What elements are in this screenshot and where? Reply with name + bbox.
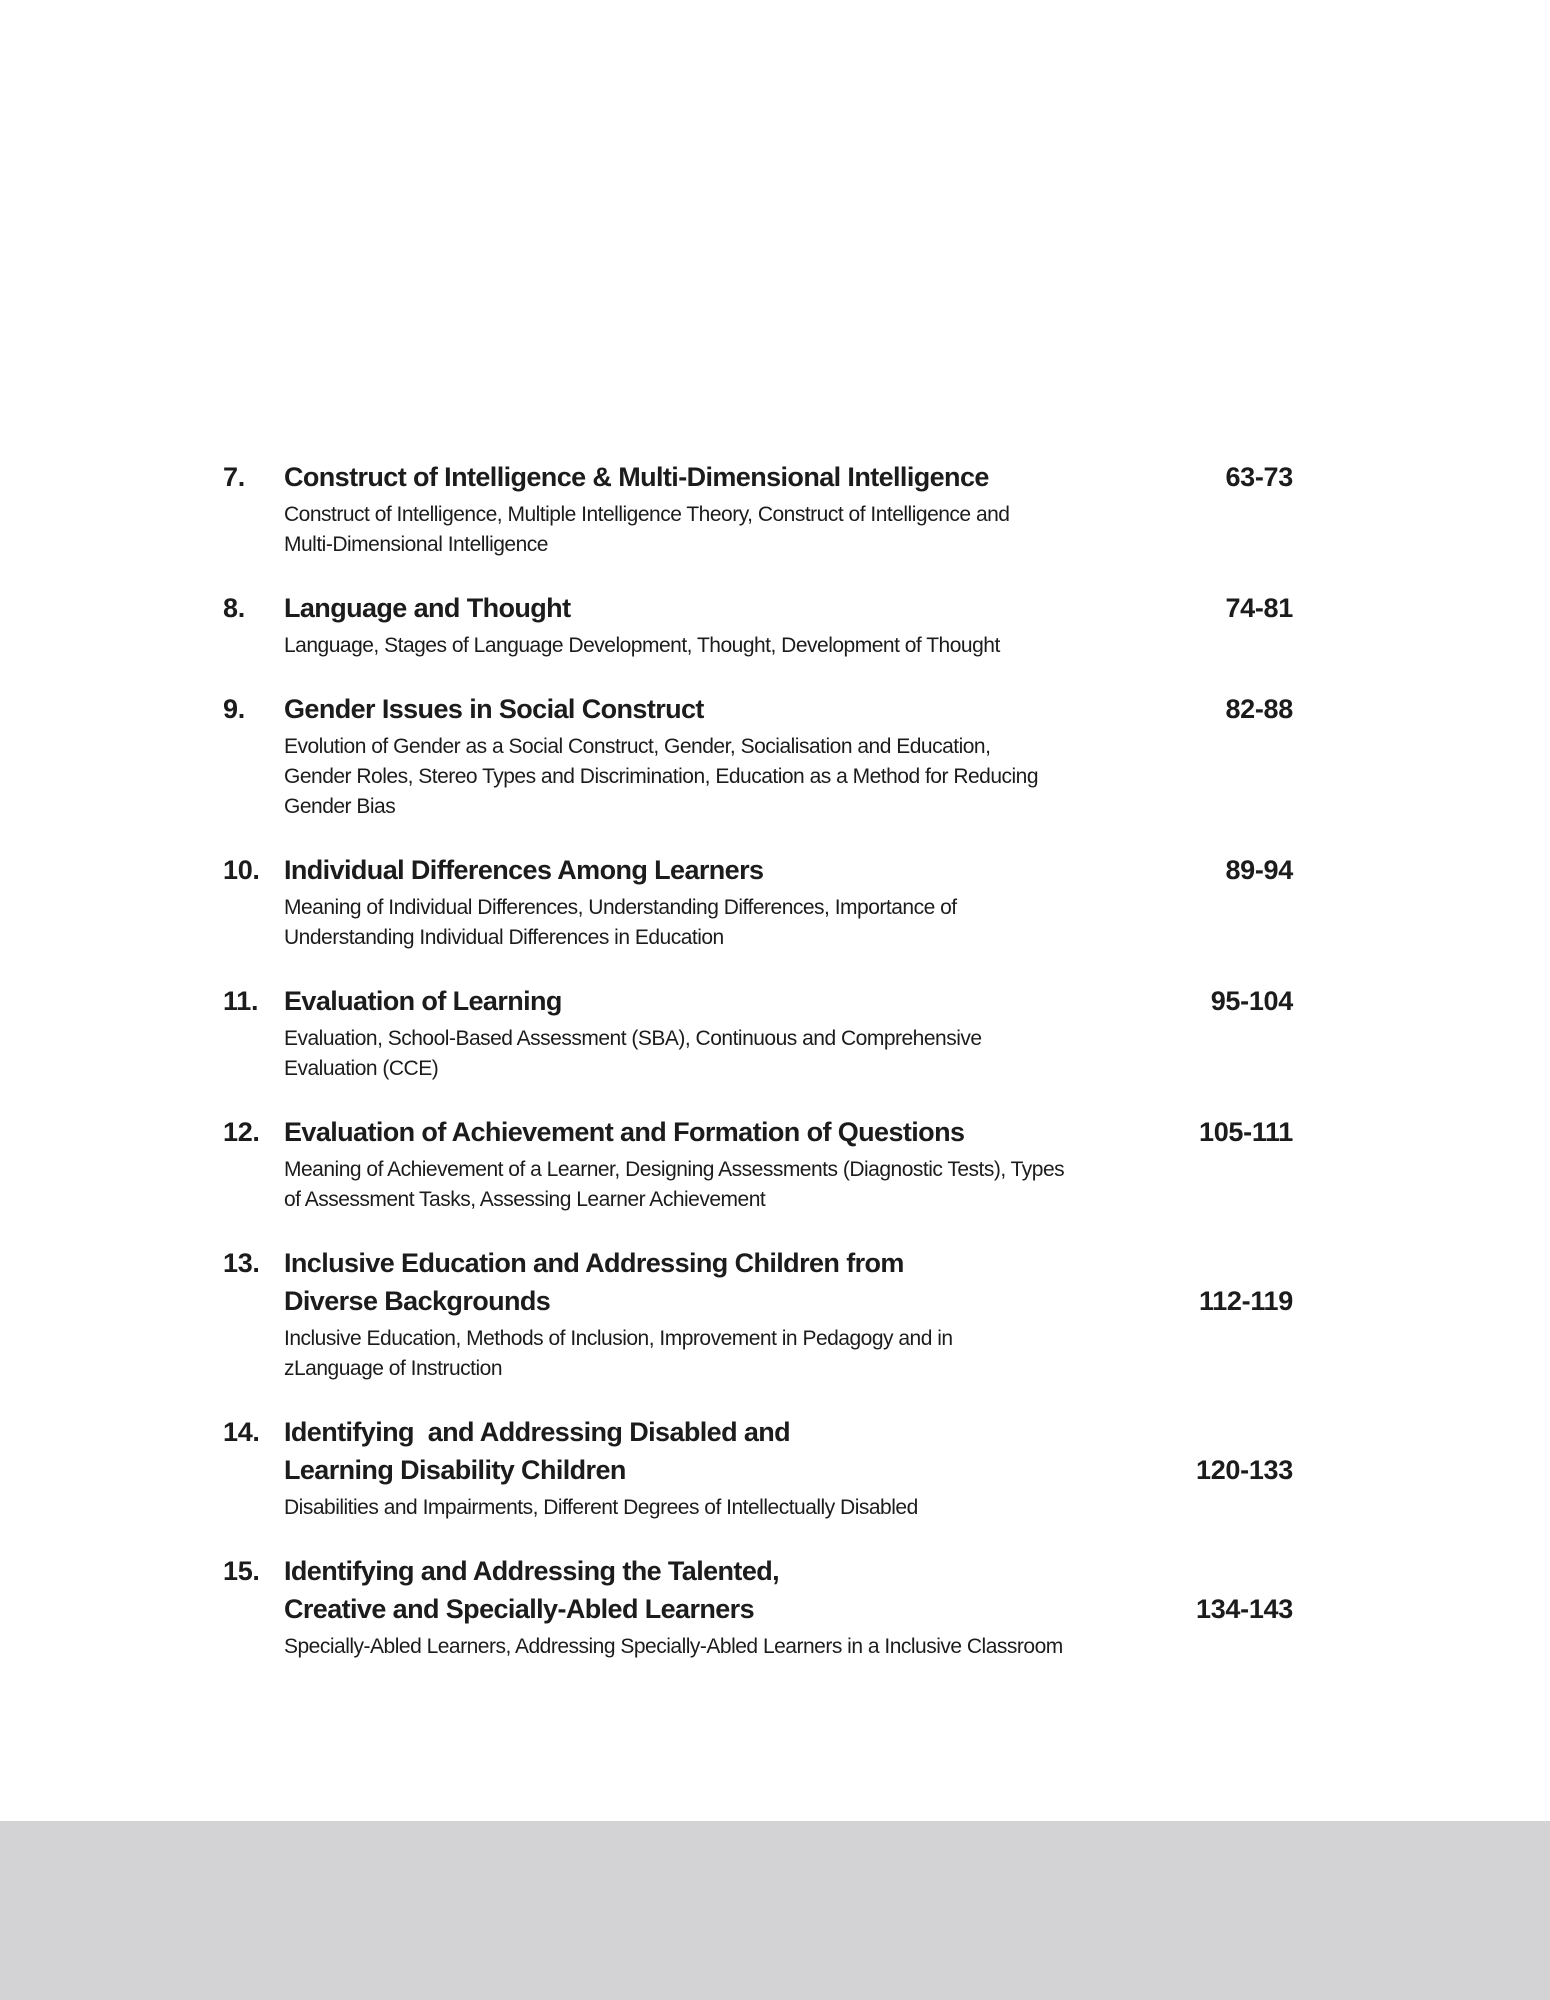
chapter-pages: 89-94 bbox=[1225, 855, 1293, 885]
chapter-number: 9. bbox=[223, 694, 245, 724]
chapter-number: 15. bbox=[223, 1556, 260, 1586]
chapter-pages: 74-81 bbox=[1225, 593, 1293, 623]
description-line: Understanding Individual Differences in Education bbox=[284, 926, 724, 949]
toc-entry-13 bbox=[223, 1244, 1293, 1384]
description-line: Specially-Abled Learners, Addressing Specially-Abled Learners in a Inclusive Classroom bbox=[284, 1635, 1063, 1658]
chapter-description bbox=[284, 1493, 1293, 1523]
toc-entry-9 bbox=[223, 690, 1293, 822]
chapter-pages: 120-133 bbox=[1196, 1455, 1293, 1485]
chapter-title-line: Evaluation of Achievement and Formation of Questions bbox=[284, 1117, 965, 1147]
chapter-description bbox=[284, 500, 1293, 560]
chapter-title bbox=[284, 458, 1163, 496]
chapter-description bbox=[284, 1024, 1293, 1084]
toc-entry-7 bbox=[223, 458, 1293, 560]
chapter-title bbox=[284, 1244, 1163, 1320]
description-line: Construct of Intelligence, Multiple Intelligence Theory, Construct of Intelligence and bbox=[284, 503, 1010, 526]
toc-entry-8 bbox=[223, 589, 1293, 661]
description-line: Gender Bias bbox=[284, 795, 396, 818]
description-line: Disabilities and Impairments, Different Degrees of Intellectually Disabled bbox=[284, 1496, 918, 1519]
chapter-title-line: Language and Thought bbox=[284, 593, 571, 623]
chapter-number: 14. bbox=[223, 1417, 260, 1447]
footer-band bbox=[0, 1821, 1550, 2000]
toc-entry-15 bbox=[223, 1552, 1293, 1662]
description-line: Inclusive Education, Methods of Inclusion, Improvement in Pedagogy and in bbox=[284, 1327, 953, 1350]
chapter-pages: 63-73 bbox=[1225, 462, 1293, 492]
description-line: of Assessment Tasks, Assessing Learner Achievement bbox=[284, 1188, 766, 1211]
chapter-number: 13. bbox=[223, 1248, 260, 1278]
chapter-pages: 134-143 bbox=[1196, 1594, 1293, 1624]
chapter-title-line: Construct of Intelligence & Multi-Dimensional Intelligence bbox=[284, 462, 989, 492]
chapter-description bbox=[284, 1632, 1293, 1662]
chapter-description bbox=[284, 732, 1293, 822]
description-line: Meaning of Individual Differences, Understanding Differences, Importance of bbox=[284, 896, 957, 919]
description-line: Meaning of Achievement of a Learner, Designing Assessments (Diagnostic Tests), Types bbox=[284, 1158, 1065, 1181]
description-line: Gender Roles, Stereo Types and Discrimination, Education as a Method for Reducing bbox=[284, 765, 1039, 788]
chapter-title bbox=[284, 851, 1163, 889]
toc-entry-14 bbox=[223, 1413, 1293, 1523]
chapter-pages: 112-119 bbox=[1198, 1286, 1293, 1316]
chapter-title bbox=[284, 982, 1163, 1020]
chapter-description bbox=[284, 1324, 1293, 1384]
chapter-title-line: Identifying and Addressing Disabled and bbox=[284, 1417, 791, 1447]
description-line: Evolution of Gender as a Social Construct, Gender, Socialisation and Education, bbox=[284, 735, 991, 758]
chapter-description bbox=[284, 1155, 1293, 1215]
toc-entry-11 bbox=[223, 982, 1293, 1084]
chapter-number: 11. bbox=[223, 986, 259, 1016]
description-line: zLanguage of Instruction bbox=[284, 1357, 502, 1380]
table-of-contents bbox=[223, 458, 1293, 1691]
chapter-pages: 95-104 bbox=[1210, 986, 1293, 1016]
chapter-title-line: Learning Disability Children bbox=[284, 1455, 626, 1485]
chapter-title-line: Inclusive Education and Addressing Children from bbox=[284, 1248, 904, 1278]
description-line: Language, Stages of Language Development, Thought, Development of Thought bbox=[284, 634, 1000, 657]
chapter-pages: 105-111 bbox=[1198, 1117, 1293, 1147]
chapter-title bbox=[284, 1113, 1163, 1151]
chapter-pages: 82-88 bbox=[1225, 694, 1293, 724]
toc-entry-12 bbox=[223, 1113, 1293, 1215]
description-line: Multi-Dimensional Intelligence bbox=[284, 533, 548, 556]
chapter-title bbox=[284, 690, 1163, 728]
chapter-number: 12. bbox=[223, 1117, 260, 1147]
chapter-number: 8. bbox=[223, 593, 245, 623]
chapter-title bbox=[284, 589, 1163, 627]
chapter-title-line: Diverse Backgrounds bbox=[284, 1286, 551, 1316]
chapter-title-line: Identifying and Addressing the Talented, bbox=[284, 1556, 780, 1586]
description-line: Evaluation, School-Based Assessment (SBA), Continuous and Comprehensive bbox=[284, 1027, 982, 1050]
chapter-title-line: Creative and Specially-Abled Learners bbox=[284, 1594, 754, 1624]
chapter-description bbox=[284, 893, 1293, 953]
toc-entry-10 bbox=[223, 851, 1293, 953]
chapter-title-line: Evaluation of Learning bbox=[284, 986, 562, 1016]
chapter-number: 7. bbox=[223, 462, 245, 492]
description-line: Evaluation (CCE) bbox=[284, 1057, 439, 1080]
chapter-description bbox=[284, 631, 1293, 661]
chapter-title-line: Gender Issues in Social Construct bbox=[284, 694, 704, 724]
chapter-title bbox=[284, 1413, 1163, 1489]
chapter-title bbox=[284, 1552, 1163, 1628]
chapter-title-line: Individual Differences Among Learners bbox=[284, 855, 764, 885]
chapter-number: 10. bbox=[223, 855, 260, 885]
